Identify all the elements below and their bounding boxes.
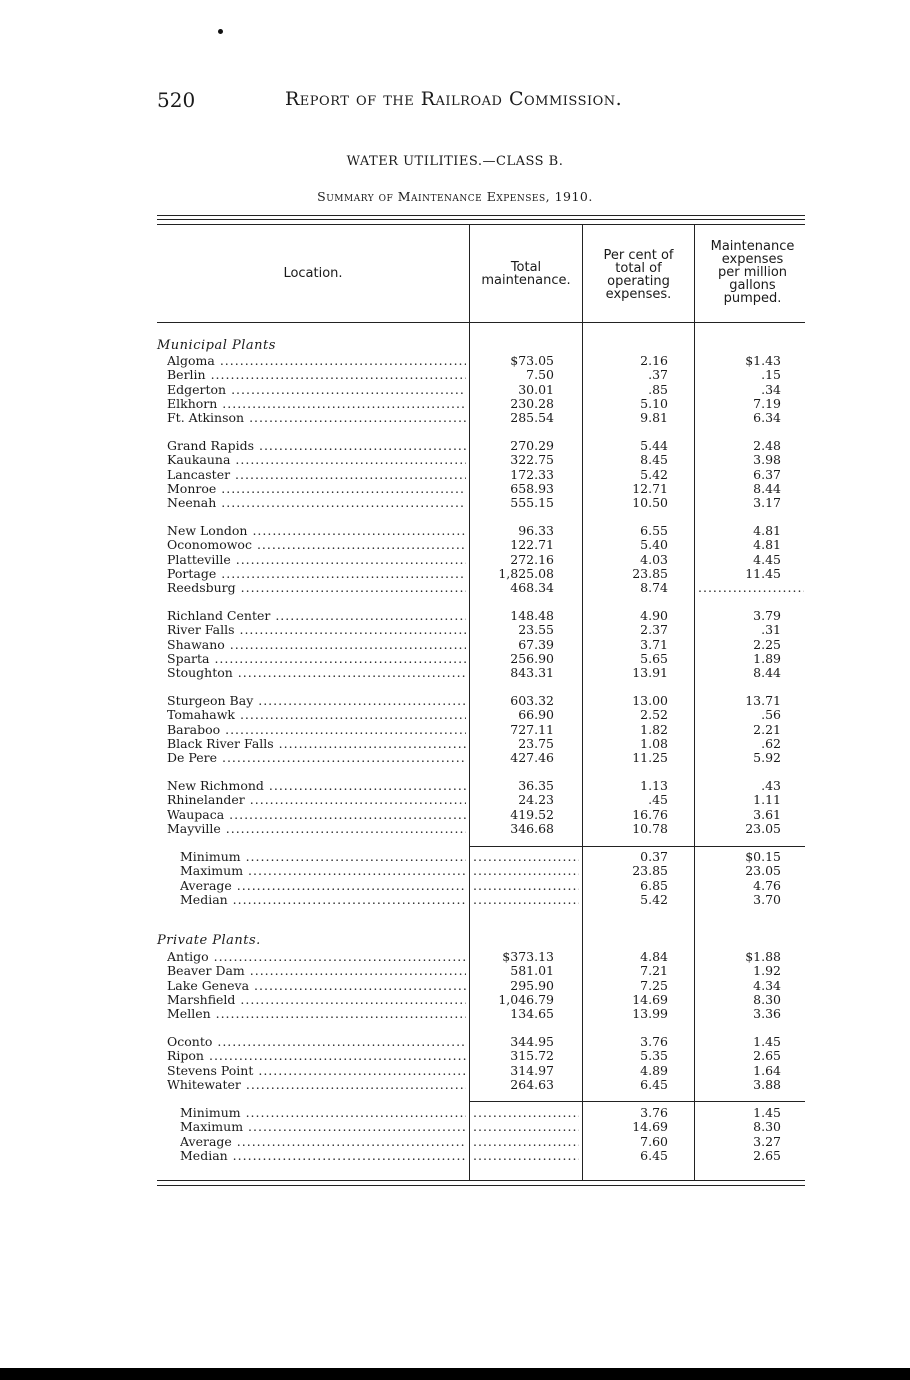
location-cell: Lancaster ..... bbox=[167, 468, 466, 482]
location-cell: Stevens Point ..... bbox=[167, 1064, 466, 1078]
percent-cell: 3.76 bbox=[640, 1034, 668, 1049]
table-row bbox=[0, 1078, 910, 1092]
per-million-cell: 4.81 bbox=[753, 537, 781, 553]
percent-cell: 4.03 bbox=[640, 551, 668, 567]
total-maintenance-cell: $373.13 bbox=[502, 949, 554, 964]
total-maintenance-cell: 24.23 bbox=[518, 792, 554, 808]
table-row bbox=[0, 1035, 910, 1049]
location-cell: Mellen ..... bbox=[167, 1007, 466, 1021]
table-row bbox=[0, 666, 910, 680]
total-maintenance-cell: 468.34 bbox=[510, 580, 554, 596]
location-cell: Beaver Dam ..... bbox=[167, 964, 466, 978]
empty-total-cell bbox=[473, 879, 579, 893]
table-row bbox=[0, 638, 910, 652]
location-cell: Platteville ..... bbox=[167, 553, 466, 567]
total-maintenance-cell: 419.52 bbox=[510, 806, 554, 822]
statistic-label: Minimum ..... bbox=[180, 1106, 466, 1120]
location-cell: Shawano ..... bbox=[167, 638, 466, 652]
location-cell: Tomahawk ..... bbox=[167, 708, 466, 722]
total-maintenance-cell: 36.35 bbox=[518, 778, 554, 793]
empty-total-cell bbox=[473, 1120, 579, 1134]
location-cell: Portage ..... bbox=[167, 567, 466, 581]
per-million-cell: 1.11 bbox=[753, 792, 781, 808]
per-million-cell: .15 bbox=[761, 367, 781, 383]
total-maintenance-cell: 148.48 bbox=[510, 608, 554, 623]
percent-cell: 5.65 bbox=[640, 650, 668, 666]
percent-cell: 6.45 bbox=[640, 1076, 668, 1092]
per-million-cell: 3.88 bbox=[753, 1076, 781, 1092]
location-cell: New London ..... bbox=[167, 524, 466, 538]
total-maintenance-cell: 23.55 bbox=[518, 622, 554, 638]
per-million-cell: 2.65 bbox=[753, 1147, 781, 1163]
table-row bbox=[0, 751, 910, 765]
table-row bbox=[0, 581, 910, 595]
empty-total-cell bbox=[473, 864, 579, 878]
municipal-stats-rule bbox=[470, 846, 805, 847]
per-million-cell: 8.30 bbox=[753, 1119, 781, 1135]
table-row bbox=[0, 964, 910, 978]
per-million-cell: 2.25 bbox=[753, 636, 781, 652]
total-maintenance-cell: 315.72 bbox=[510, 1048, 554, 1064]
statistic-label: Average ..... bbox=[180, 879, 466, 893]
summary-row bbox=[0, 864, 910, 878]
percent-cell: 7.25 bbox=[640, 977, 668, 993]
table-row bbox=[0, 950, 910, 964]
per-million-cell: 2.65 bbox=[753, 1048, 781, 1064]
per-million-cell: 13.71 bbox=[745, 693, 781, 708]
total-maintenance-cell: 172.33 bbox=[510, 466, 554, 482]
statistic-label: Median ..... bbox=[180, 893, 466, 907]
percent-cell: 1.08 bbox=[640, 735, 668, 751]
location-cell: De Pere ..... bbox=[167, 751, 466, 765]
location-cell: Baraboo ..... bbox=[167, 723, 466, 737]
total-maintenance-cell: 67.39 bbox=[518, 636, 554, 652]
total-maintenance-cell: 295.90 bbox=[510, 977, 554, 993]
per-million-cell: 1.45 bbox=[753, 1105, 781, 1120]
percent-cell: 16.76 bbox=[632, 806, 668, 822]
per-million-cell: 23.05 bbox=[745, 820, 781, 836]
total-maintenance-cell: 134.65 bbox=[510, 1006, 554, 1022]
total-maintenance-cell: $73.05 bbox=[510, 353, 554, 368]
table-row bbox=[0, 822, 910, 836]
per-million-cell: .56 bbox=[761, 707, 781, 723]
location-cell: Whitewater ..... bbox=[167, 1078, 466, 1092]
statistic-label: Maximum ..... bbox=[180, 864, 466, 878]
percent-cell: 1.13 bbox=[640, 778, 668, 793]
table-row bbox=[0, 708, 910, 722]
summary-row bbox=[0, 893, 910, 907]
total-maintenance-cell: 1,825.08 bbox=[498, 565, 554, 581]
percent-cell: 0.37 bbox=[640, 849, 668, 864]
per-million-cell: $0.15 bbox=[745, 849, 781, 864]
total-maintenance-cell: 603.32 bbox=[510, 693, 554, 708]
total-maintenance-cell: 658.93 bbox=[510, 480, 554, 496]
percent-cell: 12.71 bbox=[632, 480, 668, 496]
table-row bbox=[0, 1049, 910, 1063]
percent-cell: 14.69 bbox=[632, 991, 668, 1007]
location-cell: Antigo ..... bbox=[167, 950, 466, 964]
table-row bbox=[0, 723, 910, 737]
total-maintenance-cell: 122.71 bbox=[510, 537, 554, 553]
table-row bbox=[0, 368, 910, 382]
total-maintenance-cell: 270.29 bbox=[510, 438, 554, 453]
column-header-location: Location. bbox=[283, 266, 343, 281]
table-row bbox=[0, 383, 910, 397]
per-million-cell: 1.64 bbox=[753, 1062, 781, 1078]
total-maintenance-cell: 230.28 bbox=[510, 395, 554, 411]
header-top-rule bbox=[157, 224, 805, 225]
percent-cell: 6.85 bbox=[640, 877, 668, 893]
total-maintenance-cell: 346.68 bbox=[510, 820, 554, 836]
per-million-cell: .43 bbox=[761, 778, 781, 793]
empty-per-million-cell bbox=[698, 581, 804, 595]
location-cell: Monroe ..... bbox=[167, 482, 466, 496]
percent-cell: 23.85 bbox=[632, 565, 668, 581]
section-heading-private: Private Plants. bbox=[157, 933, 261, 948]
table-row bbox=[0, 468, 910, 482]
total-maintenance-cell: 7.50 bbox=[526, 367, 554, 383]
summary-row bbox=[0, 1120, 910, 1134]
table-row bbox=[0, 652, 910, 666]
table-row bbox=[0, 567, 910, 581]
per-million-cell: 4.81 bbox=[753, 523, 781, 538]
table-row bbox=[0, 1064, 910, 1078]
private-stats-rule bbox=[470, 1101, 805, 1102]
total-maintenance-cell: 23.75 bbox=[518, 735, 554, 751]
location-cell: Sturgeon Bay ..... bbox=[167, 694, 466, 708]
summary-row bbox=[0, 1149, 910, 1163]
table-row bbox=[0, 808, 910, 822]
table-row bbox=[0, 524, 910, 538]
location-cell: Waupaca ..... bbox=[167, 808, 466, 822]
table-row bbox=[0, 779, 910, 793]
top-rule bbox=[157, 215, 805, 216]
location-cell: Edgerton ..... bbox=[167, 383, 466, 397]
percent-cell: 3.76 bbox=[640, 1105, 668, 1120]
per-million-cell: 2.21 bbox=[753, 721, 781, 737]
table-row bbox=[0, 993, 910, 1007]
total-maintenance-cell: 96.33 bbox=[518, 523, 554, 538]
location-cell: Mayville ..... bbox=[167, 822, 466, 836]
percent-cell: 7.60 bbox=[640, 1133, 668, 1149]
summary-row bbox=[0, 1135, 910, 1149]
per-million-cell: $1.88 bbox=[745, 949, 781, 964]
per-million-cell: 23.05 bbox=[745, 863, 781, 879]
per-million-cell: 2.48 bbox=[753, 438, 781, 453]
percent-cell: 8.74 bbox=[640, 580, 668, 596]
table-row bbox=[0, 694, 910, 708]
table-row bbox=[0, 979, 910, 993]
location-cell: Ft. Atkinson ..... bbox=[167, 411, 466, 425]
percent-cell: 5.35 bbox=[640, 1048, 668, 1064]
table-row bbox=[0, 439, 910, 453]
empty-total-cell bbox=[473, 1106, 579, 1120]
total-maintenance-cell: 272.16 bbox=[510, 551, 554, 567]
percent-cell: .37 bbox=[648, 367, 668, 383]
summary-row bbox=[0, 1106, 910, 1120]
per-million-cell: 3.70 bbox=[753, 891, 781, 907]
per-million-cell: 4.34 bbox=[753, 977, 781, 993]
percent-cell: 14.69 bbox=[632, 1119, 668, 1135]
per-million-cell: .62 bbox=[761, 735, 781, 751]
table-subtitle: Summary of Maintenance Expenses, 1910. bbox=[317, 189, 593, 204]
statistic-label: Minimum ..... bbox=[180, 850, 466, 864]
percent-cell: 4.89 bbox=[640, 1062, 668, 1078]
percent-cell: 5.42 bbox=[640, 891, 668, 907]
summary-row bbox=[0, 879, 910, 893]
percent-cell: 10.78 bbox=[632, 820, 668, 836]
location-cell: Richland Center ..... bbox=[167, 609, 466, 623]
per-million-cell: 3.27 bbox=[753, 1133, 781, 1149]
total-maintenance-cell: 581.01 bbox=[510, 963, 554, 979]
table-title: WATER UTILITIES.—CLASS B. bbox=[346, 154, 564, 169]
ink-speck bbox=[218, 29, 223, 34]
per-million-cell: 11.45 bbox=[745, 565, 781, 581]
header-bottom-rule bbox=[157, 322, 805, 323]
table-row bbox=[0, 354, 910, 368]
per-million-cell: 3.98 bbox=[753, 452, 781, 468]
location-cell: Neenah ..... bbox=[167, 496, 466, 510]
percent-cell: 9.81 bbox=[640, 410, 668, 426]
column-header-percent-of-expenses: Per cent of total of operating expenses. bbox=[603, 248, 674, 302]
column-header-per-million-gallons: Maintenance expenses per million gallons pumped. bbox=[710, 239, 795, 306]
percent-cell: 23.85 bbox=[632, 863, 668, 879]
location-cell: Kaukauna ..... bbox=[167, 453, 466, 467]
per-million-cell: 7.19 bbox=[753, 395, 781, 411]
statistic-label: Median ..... bbox=[180, 1149, 466, 1163]
location-cell: Black River Falls ..... bbox=[167, 737, 466, 751]
table-row bbox=[0, 737, 910, 751]
total-maintenance-cell: 256.90 bbox=[510, 650, 554, 666]
location-cell: Oconomowoc ..... bbox=[167, 538, 466, 552]
percent-cell: 4.90 bbox=[640, 608, 668, 623]
scan-edge-bar bbox=[0, 1368, 910, 1380]
per-million-cell: 3.61 bbox=[753, 806, 781, 822]
table-row bbox=[0, 609, 910, 623]
percent-cell: 11.25 bbox=[632, 750, 668, 766]
percent-cell: 4.84 bbox=[640, 949, 668, 964]
location-cell: New Richmond ..... bbox=[167, 779, 466, 793]
total-maintenance-cell: 555.15 bbox=[510, 495, 554, 511]
per-million-cell: 6.37 bbox=[753, 466, 781, 482]
bottom-rule-inner bbox=[157, 1185, 805, 1186]
percent-cell: .85 bbox=[648, 381, 668, 397]
location-cell: Rhinelander ..... bbox=[167, 793, 466, 807]
location-cell: Oconto ..... bbox=[167, 1035, 466, 1049]
per-million-cell: 6.34 bbox=[753, 410, 781, 426]
total-maintenance-cell: 344.95 bbox=[510, 1034, 554, 1049]
per-million-cell: .34 bbox=[761, 381, 781, 397]
location-cell: Grand Rapids ..... bbox=[167, 439, 466, 453]
total-maintenance-cell: 322.75 bbox=[510, 452, 554, 468]
per-million-cell: 1.45 bbox=[753, 1034, 781, 1049]
location-cell: Ripon ..... bbox=[167, 1049, 466, 1063]
total-maintenance-cell: 843.31 bbox=[510, 665, 554, 681]
per-million-cell: .31 bbox=[761, 622, 781, 638]
statistic-label: Maximum ..... bbox=[180, 1120, 466, 1134]
total-maintenance-cell: 66.90 bbox=[518, 707, 554, 723]
per-million-cell: $1.43 bbox=[745, 353, 781, 368]
percent-cell: 2.52 bbox=[640, 707, 668, 723]
percent-cell: 6.45 bbox=[640, 1147, 668, 1163]
table-row bbox=[0, 1007, 910, 1021]
table-row bbox=[0, 553, 910, 567]
per-million-cell: 8.44 bbox=[753, 665, 781, 681]
percent-cell: 1.82 bbox=[640, 721, 668, 737]
percent-cell: 5.40 bbox=[640, 537, 668, 553]
per-million-cell: 4.45 bbox=[753, 551, 781, 567]
location-cell: Stoughton ..... bbox=[167, 666, 466, 680]
empty-total-cell bbox=[473, 1135, 579, 1149]
empty-total-cell bbox=[473, 1149, 579, 1163]
per-million-cell: 5.92 bbox=[753, 750, 781, 766]
location-cell: Elkhorn ..... bbox=[167, 397, 466, 411]
percent-cell: 10.50 bbox=[632, 495, 668, 511]
location-cell: Algoma ..... bbox=[167, 354, 466, 368]
percent-cell: 3.71 bbox=[640, 636, 668, 652]
percent-cell: 5.10 bbox=[640, 395, 668, 411]
per-million-cell: 3.79 bbox=[753, 608, 781, 623]
percent-cell: 8.45 bbox=[640, 452, 668, 468]
section-heading-municipal: Municipal Plants bbox=[157, 338, 276, 353]
location-cell: Reedsburg ..... bbox=[167, 581, 466, 595]
page-number: 520 bbox=[157, 88, 196, 112]
empty-total-cell bbox=[473, 893, 579, 907]
percent-cell: 2.37 bbox=[640, 622, 668, 638]
bottom-rule bbox=[157, 1180, 805, 1181]
table-row bbox=[0, 496, 910, 510]
location-cell: River Falls ..... bbox=[167, 623, 466, 637]
total-maintenance-cell: 427.46 bbox=[510, 750, 554, 766]
per-million-cell: 4.76 bbox=[753, 877, 781, 893]
column-header-total-maintenance: Total maintenance. bbox=[481, 260, 571, 288]
per-million-cell: 1.89 bbox=[753, 650, 781, 666]
per-million-cell: 8.44 bbox=[753, 480, 781, 496]
top-rule-inner bbox=[157, 219, 805, 220]
location-cell: Berlin ..... bbox=[167, 368, 466, 382]
total-maintenance-cell: 285.54 bbox=[510, 410, 554, 426]
total-maintenance-cell: 314.97 bbox=[510, 1062, 554, 1078]
table-row bbox=[0, 411, 910, 425]
table-row bbox=[0, 538, 910, 552]
percent-cell: 7.21 bbox=[640, 963, 668, 979]
per-million-cell: 3.36 bbox=[753, 1006, 781, 1022]
percent-cell: 13.91 bbox=[632, 665, 668, 681]
per-million-cell: 3.17 bbox=[753, 495, 781, 511]
location-cell: Sparta ..... bbox=[167, 652, 466, 666]
percent-cell: 13.99 bbox=[632, 1006, 668, 1022]
summary-row bbox=[0, 850, 910, 864]
percent-cell: .45 bbox=[648, 792, 668, 808]
table-row bbox=[0, 793, 910, 807]
percent-cell: 5.44 bbox=[640, 438, 668, 453]
table-row bbox=[0, 623, 910, 637]
table-row bbox=[0, 453, 910, 467]
percent-cell: 2.16 bbox=[640, 353, 668, 368]
total-maintenance-cell: 727.11 bbox=[510, 721, 554, 737]
empty-total-cell bbox=[473, 850, 579, 864]
per-million-cell: 8.30 bbox=[753, 991, 781, 1007]
statistic-label: Average ..... bbox=[180, 1135, 466, 1149]
table-row bbox=[0, 397, 910, 411]
location-cell: Marshfield ..... bbox=[167, 993, 466, 1007]
total-maintenance-cell: 264.63 bbox=[510, 1076, 554, 1092]
running-head: Report of the Railroad Commission. bbox=[285, 88, 623, 110]
percent-cell: 5.42 bbox=[640, 466, 668, 482]
table-row bbox=[0, 482, 910, 496]
total-maintenance-cell: 1,046.79 bbox=[498, 991, 554, 1007]
location-cell: Lake Geneva ..... bbox=[167, 979, 466, 993]
total-maintenance-cell: 30.01 bbox=[518, 381, 554, 397]
percent-cell: 13.00 bbox=[632, 693, 668, 708]
percent-cell: 6.55 bbox=[640, 523, 668, 538]
per-million-cell: 1.92 bbox=[753, 963, 781, 979]
